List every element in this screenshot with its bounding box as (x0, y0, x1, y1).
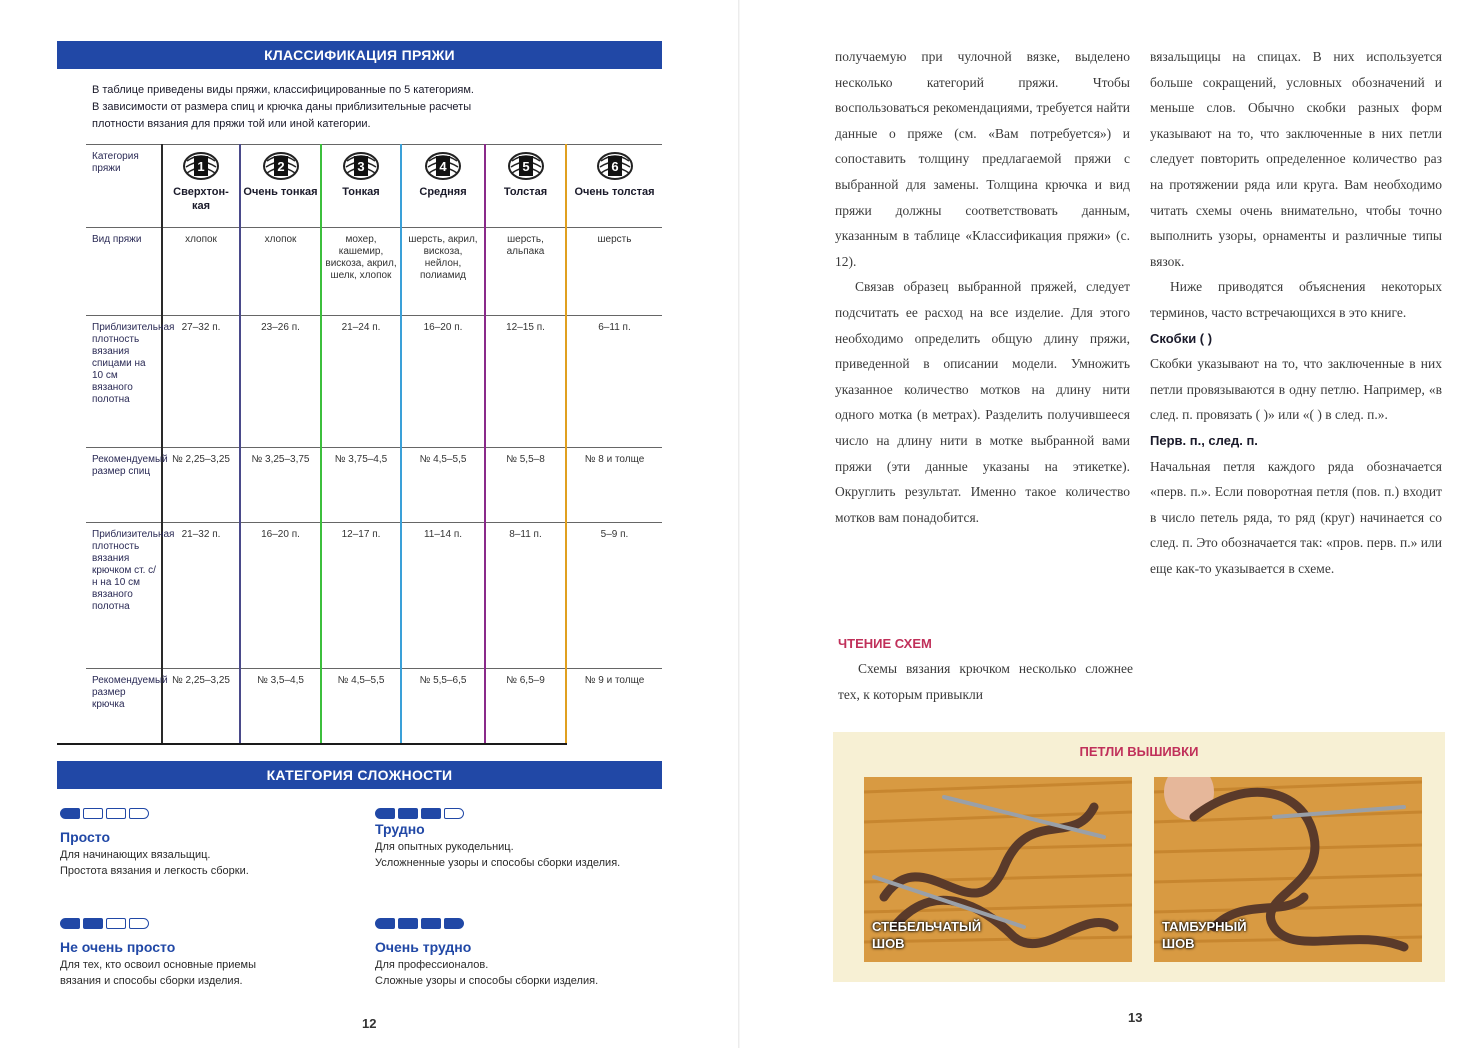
table-row: Рекомендуемый размер спиц № 2,25–3,25 № 3,25–3,75 № 3,75–4,5 № 4,5–5,5 № 5,5–8 № 8 и толще (86, 448, 662, 523)
category-1: 1 Сверхтон-кая (162, 145, 240, 228)
category-2: 2 Очень тонкая (240, 145, 321, 228)
yarn-ball-icon (341, 151, 381, 181)
stem-stitch-photo (864, 777, 1132, 962)
level-indicator (375, 808, 665, 819)
svg-text:2: 2 (276, 159, 285, 174)
category-header-row (86, 145, 662, 228)
table-row: Приблизительная плотность вязания спицами на 10 см вязаного полотна 27–32 п. 23–26 п. 21–24 п. 16–20 п. 12–15 п. 6–11 п. (86, 316, 662, 448)
reading-charts-heading: ЧТЕНИЕ СХЕМ (838, 636, 932, 651)
text-column-1: получаемую при чулочной вязке, выделено несколько категорий пряжи. Чтобы воспользоваться рекомендациями, требуется найти данные о пряже (см. «Вам потребуется») и сопоставить толщину предлагаемой пряжи с выбранной для замены. Толщина крючка и вид пряжи должны соответствовать данным, указанным в таблице «Классификация пряжи» (с. 12). Связав образец выбранной пряжей, следует подсчитать ее расход на все изделие. Для этого необходимо определить общую длину пряжи, приведенной в описании модели. Умножить указанное количество мотков на длину нити одного мотка (в метрах). Разделить получившееся число на длину нити в мотке выбранной вами пряжи (эти данные указаны на этикетке). Округлить результат. Именно такое количество мотков вам понадобится. (835, 49, 1130, 525)
level-indicator (60, 918, 350, 929)
svg-text:5: 5 (521, 159, 530, 174)
table-bottom-rule (57, 743, 567, 745)
complexity-header: КАТЕГОРИЯ СЛОЖНОСТИ (57, 761, 662, 789)
category-3: 3 Тонкая (321, 145, 401, 228)
table-row: Вид пряжи хлопок хлопок мохер, кашемир, вискоза, акрил, шелк, хлопок шерсть, акрил, вискоза, нейлон, полиамид шерсть, альпака шерсть (86, 228, 662, 316)
category-6: 6 Очень толстая (566, 145, 662, 228)
chain-stitch-caption: ТАМБУРНЫЙ ШОВ (1162, 919, 1247, 951)
svg-text:4: 4 (439, 159, 447, 174)
yarn-ball-icon (423, 151, 463, 181)
category-5: 5 Толстая (485, 145, 566, 228)
yarn-classification-table (86, 144, 662, 743)
level-indicator (375, 918, 675, 929)
embroidery-stitches-box (833, 732, 1445, 982)
svg-text:1: 1 (197, 159, 205, 174)
level-hard: Трудно Для опытных рукодельниц. Усложненные узоры и способы сборки изделия. (375, 808, 665, 871)
embroidery-title: ПЕТЛИ ВЫШИВКИ (1079, 744, 1199, 759)
yarn-ball-icon (261, 151, 301, 181)
svg-text:3: 3 (357, 159, 365, 174)
level-medium: Не очень просто Для тех, кто освоил основные приемы вязания и способы сборки изделия. (60, 918, 350, 989)
chain-stitch-photo (1154, 777, 1422, 962)
page-number-left: 12 (362, 1016, 377, 1031)
page-number-right: 13 (1128, 1010, 1143, 1025)
yarn-ball-icon (595, 151, 635, 181)
table-row: Приблизительная плотность вязания крючком ст. с/н на 10 см вязаного полотна 21–32 п. 16–20 п. 12–17 п. 11–14 п. 8–11 п. 5–9 п. (86, 523, 662, 669)
svg-text:6: 6 (610, 159, 619, 174)
level-indicator (60, 808, 350, 819)
category-label: Категория пряжи (86, 145, 162, 228)
table-row: Рекомендуемый размер крючка № 2,25–3,25 № 3,5–4,5 № 4,5–5,5 № 5,5–6,5 № 6,5–9 № 9 и толще (86, 669, 662, 743)
level-very-hard: Очень трудно Для профессионалов. Сложные узоры и способы сборки изделия. (375, 918, 675, 989)
text-column-2: вязальщицы на спицах. В них используется больше сокращений, условных обозначений и меньше слов. Обычно скобки разных форм указывают на то, что заключенные в них петли следует повторить определенное количество раз на протяжении ряда или круга. Вам необходимо читать схемы очень внимательно, чтобы точно выполнить узоры, орнаменты и различные типы вязок. Ниже приводятся объяснения некоторых терминов, часто встречающихся в это книге. Скобки ( ) Скобки указывают на то, что заключенные в них петли провязываются в одну петлю. Например, «в след. п. провязать ( )» или «( ) в след. п.». Перв. п., след. п. Начальная петля каждого ряда обозначается «перв. п.». Если поворотная петля (пов. п.) входит в число петель ряда, то ряд (круг) начинается со след. п. Это обозначается так: «пров. перв. п.» или еще как-то указывается в схеме. (1150, 49, 1442, 576)
text-column-1-continued: Схемы вязания крючком несколько сложнее тех, к которым привыкли (838, 661, 1133, 702)
yarn-ball-icon (181, 151, 221, 181)
yarn-classification-header: КЛАССИФИКАЦИЯ ПРЯЖИ (57, 41, 662, 69)
yarn-ball-icon (506, 151, 546, 181)
category-4: 4 Средняя (401, 145, 485, 228)
stem-stitch-caption: СТЕБЕЛЬЧАТЫЙ ШОВ (872, 919, 982, 951)
intro-text: В таблице приведены виды пряжи, классифицированные по 5 категориям. В зависимости от размера спиц и крючка даны приблизительные расчеты плотности вязания для пряжи той или иной категории. (92, 84, 474, 130)
level-easy: Просто Для начинающих вязальщиц. Простота вязания и легкость сборки. (60, 808, 350, 879)
